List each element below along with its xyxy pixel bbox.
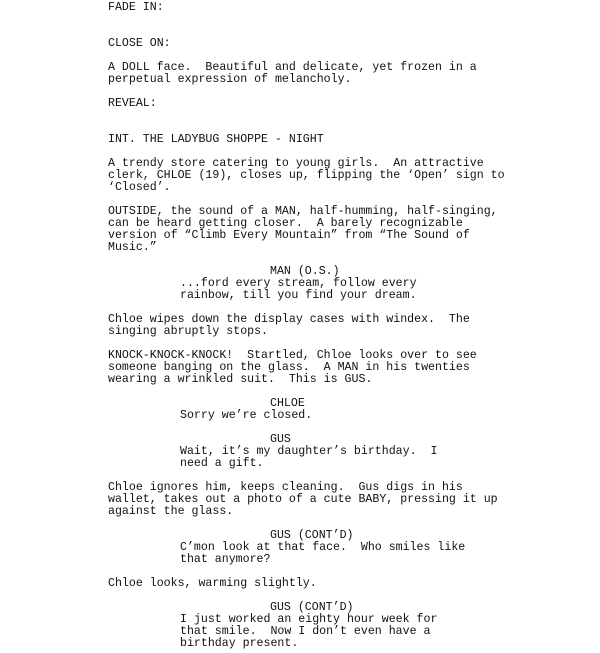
action-line: Music.” (108, 241, 157, 254)
character-name-man: MAN (O.S.) (270, 265, 340, 278)
action-line: Chloe wipes down the display cases with windex. The (108, 313, 470, 326)
dialogue-line: need a gift. (180, 457, 264, 470)
transition-reveal: REVEAL: (108, 97, 157, 110)
character-name-chloe: CHLOE (270, 397, 305, 410)
action-line: singing abruptly stops. (108, 325, 269, 338)
action-line: ‘Closed’. (108, 181, 171, 194)
action-line: OUTSIDE, the sound of a MAN, half-humming, half-singing, (108, 205, 498, 218)
dialogue-line: C’mon look at that face. Who smiles like (180, 541, 466, 554)
dialogue-line: that smile. Now I don’t even have a (180, 625, 431, 638)
dialogue-line: birthday present. (180, 637, 299, 650)
scene-heading: INT. THE LADYBUG SHOPPE - NIGHT (108, 133, 324, 146)
action-line: wallet, takes out a photo of a cute BABY, pressing it up (108, 493, 498, 506)
action-line: perpetual expression of melancholy. (108, 73, 352, 86)
character-name-gus-contd: GUS (CONT’D) (270, 601, 354, 614)
dialogue-line: I just worked an eighty hour week for (180, 613, 438, 626)
action-line: version of “Climb Every Mountain” from “The Sound of (108, 229, 470, 242)
dialogue-line: Sorry we’re closed. (180, 409, 313, 422)
action-line: KNOCK-KNOCK-KNOCK! Startled, Chloe looks over to see (108, 349, 477, 362)
dialogue-line: rainbow, till you find your dream. (180, 289, 417, 302)
action-line: A DOLL face. Beautiful and delicate, yet frozen in a (108, 61, 477, 74)
dialogue-line: that anymore? (180, 553, 271, 566)
action-line: clerk, CHLOE (19), closes up, flipping the ‘Open’ sign to (108, 169, 505, 182)
action-line: Chloe looks, warming slightly. (108, 577, 317, 590)
action-line: against the glass. (108, 505, 234, 518)
character-name-gus: GUS (270, 433, 291, 446)
action-line: someone banging on the glass. A MAN in his twenties (108, 361, 470, 374)
transition-close-on: CLOSE ON: (108, 37, 171, 50)
transition-fade-in: FADE IN: (108, 1, 164, 14)
dialogue-line: Wait, it’s my daughter’s birthday. I (180, 445, 438, 458)
dialogue-line: ...ford every stream, follow every (180, 277, 417, 290)
action-line: can be heard getting closer. A barely recognizable (108, 217, 463, 230)
action-line: A trendy store catering to young girls. An attractive (108, 157, 484, 170)
character-name-gus-contd: GUS (CONT’D) (270, 529, 354, 542)
action-line: wearing a wrinkled suit. This is GUS. (108, 373, 373, 386)
action-line: Chloe ignores him, keeps cleaning. Gus digs in his (108, 481, 463, 494)
